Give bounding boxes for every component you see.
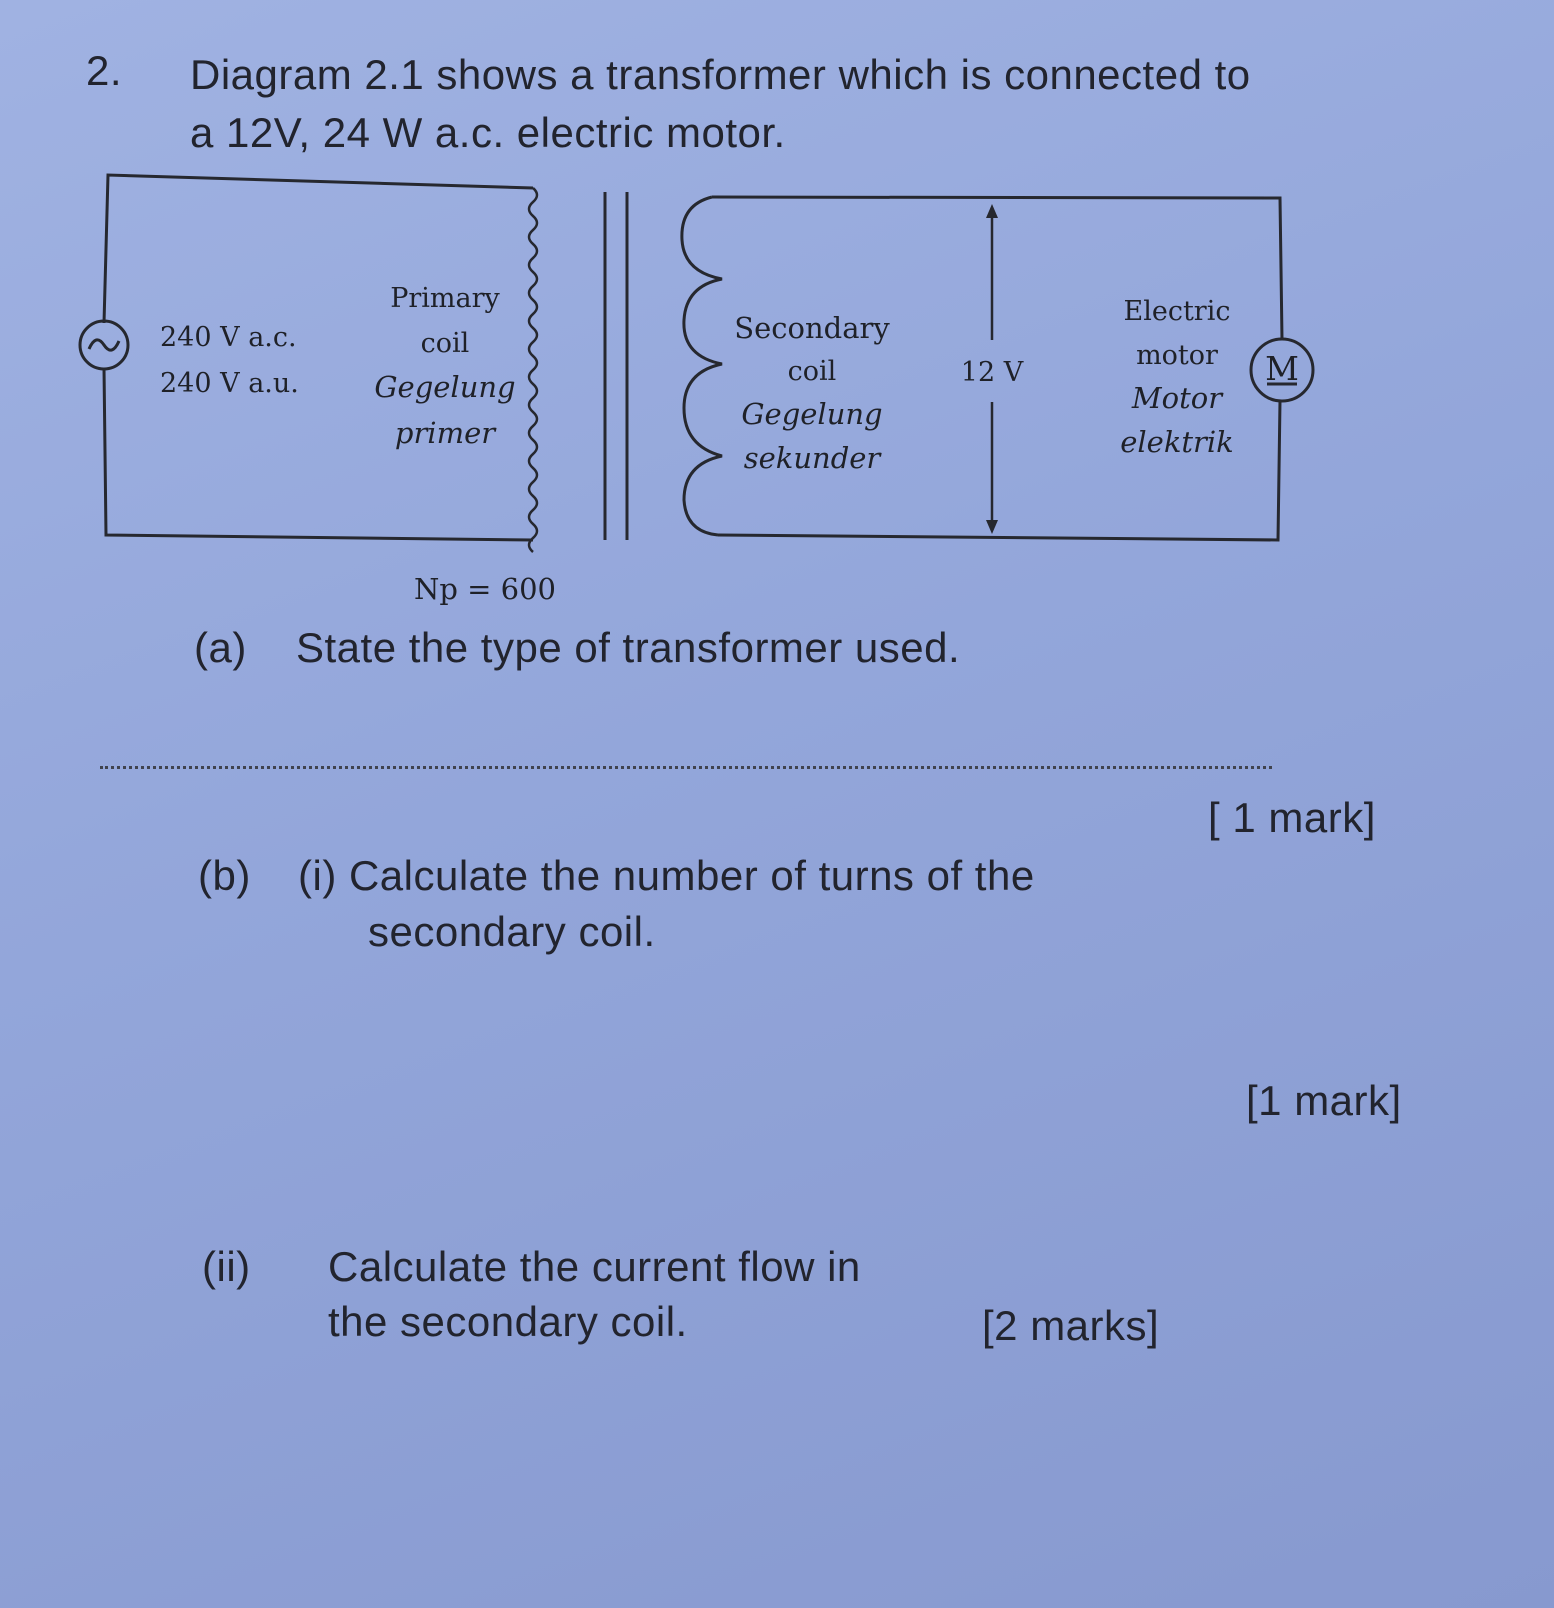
primary-coil (529, 188, 537, 552)
primary-label-3: Gegelung (374, 370, 516, 404)
source-label-ms: 240 V a.u. (160, 368, 299, 399)
transformer-diagram (0, 0, 1554, 620)
part-a-question: State the type of transformer used. (296, 624, 961, 671)
part-b-label: (b) (198, 852, 251, 899)
motor-symbol-letter: M (1265, 349, 1299, 388)
part-a-marks: [ 1 mark] (1208, 794, 1376, 841)
primary-label-4: primer (394, 416, 496, 450)
part-b-i-marks: [1 mark] (1246, 1077, 1402, 1124)
part-b-ii-marks: [2 marks] (982, 1302, 1160, 1349)
np-label: Np = 600 (413, 572, 557, 606)
secondary-coil (682, 197, 722, 535)
motor-label-4: elektrik (1120, 425, 1234, 459)
part-b-ii-line2: the secondary coil. (328, 1298, 688, 1345)
part-a-label: (a) (194, 624, 247, 671)
primary-label-1: Primary (390, 283, 500, 314)
secondary-label-1: Secondary (734, 311, 890, 345)
secondary-label-3: Gegelung (741, 397, 883, 431)
part-b-i-line1: (i) Calculate the number of turns of the (298, 852, 1035, 899)
part-b-ii-label: (ii) (202, 1243, 251, 1290)
question-number: 2. (86, 47, 123, 94)
question-intro-line1: Diagram 2.1 shows a transformer which is connected to (190, 51, 1251, 98)
source-label-en: 240 V a.c. (160, 322, 297, 353)
motor-label-2: motor (1136, 340, 1218, 371)
motor-label-3: Motor (1131, 381, 1223, 415)
answer-line (100, 766, 1272, 769)
voltage-label: 12 V (960, 357, 1024, 388)
primary-label-2: coil (420, 328, 470, 359)
secondary-label-4: sekunder (743, 441, 881, 475)
part-b-ii-line1: Calculate the current flow in (328, 1243, 861, 1290)
secondary-label-2: coil (787, 356, 837, 387)
part-b-i-line2: secondary coil. (368, 908, 656, 955)
motor-label-1: Electric (1123, 296, 1231, 327)
question-intro-line2: a 12V, 24 W a.c. electric motor. (190, 109, 786, 156)
